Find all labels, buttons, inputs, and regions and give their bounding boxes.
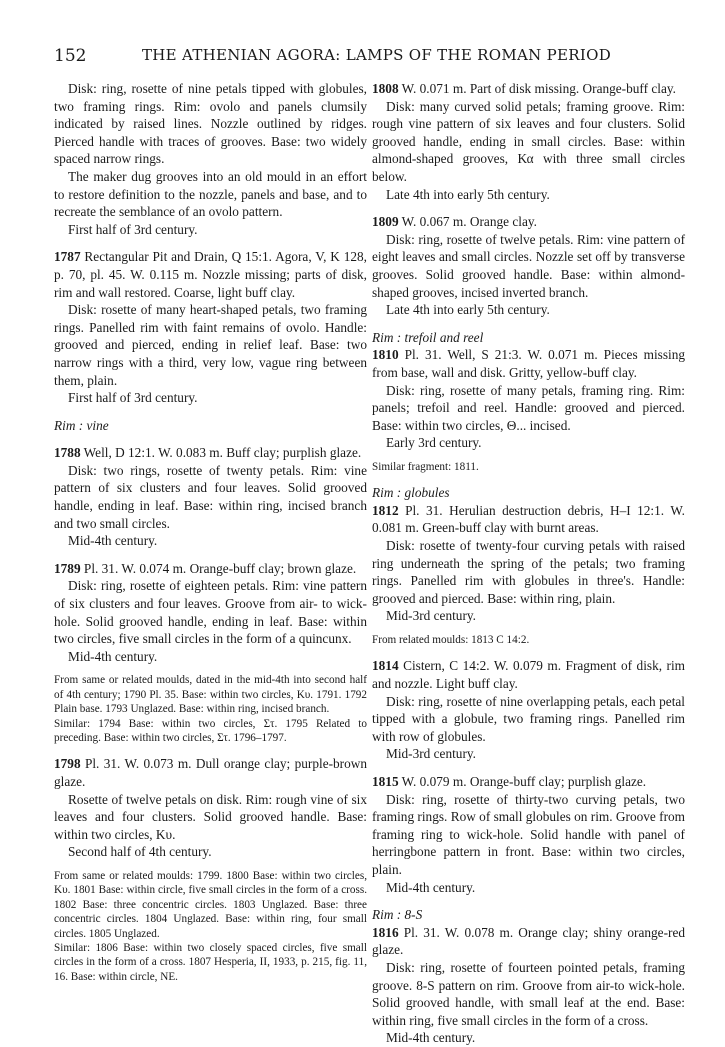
catalog-entry-text: Pl. 31. Herulian destruction debris, H–I 12:1. W. 0.081 m. Green-buff clay with burnt areas. — [372, 502, 685, 536]
catalog-number: 1814 — [372, 658, 399, 674]
description-paragraph: Disk: ring, rosette of nine petals tipped with globules, two framing rings. Rim: ovolo and panels clumsily indicated by raised lines. Nozzle outlined by ridges. Pierced handle with traces of grooves. Base: two widely spaced narrow rings. — [54, 81, 367, 167]
catalog-entry-text: Rectangular Pit and Drain, Q 15:1. Agora, V, K 128, p. 70, pl. 45. W. 0.115 m. Nozzle missing; parts of disk, rim and wall restored. Coarse, light buff clay. — [54, 249, 367, 300]
catalog-entry-text: Well, D 12:1. W. 0.083 m. Buff clay; purplish glaze. — [80, 445, 362, 461]
left-column — [54, 80, 367, 984]
section-heading: Rim : globules — [372, 485, 450, 501]
catalog-entry-text: W. 0.079 m. Orange-buff clay; purplish glaze. — [398, 774, 647, 789]
catalog-entry — [372, 80, 685, 98]
catalog-entry-text: W. 0.067 m. Orange clay. — [398, 214, 537, 230]
page-header — [54, 46, 682, 68]
catalog-number: 1787 — [54, 249, 81, 265]
footnote: From related moulds: 1813 C 14:2. — [372, 634, 530, 647]
footnote: Similar: 1806 Base: within two closely spaced circles, five small circles in the form of a cross. 1807 Hesperia, II, 1933, p. 215, fig. 11, 16. Base: within circle, NE. — [54, 942, 367, 983]
footnote: Similar fragment: 1811. — [372, 460, 479, 473]
catalog-entry — [372, 346, 685, 381]
description-paragraph: Late 4th into early 5th century. — [386, 302, 550, 318]
catalog-entry-text: Pl. 31. Well, S 21:3. W. 0.071 m. Pieces missing from base, wall and disk. Gritty, yellow-buff clay. — [372, 347, 685, 380]
description-paragraph: Disk: ring, rosette of twelve petals. Rim: vine pattern of eight leaves and small circles. Nozzle set off by transverse grooves. Solid grooved handle. Base: within almond-shaped grooves, incised inverted branch. — [372, 231, 685, 300]
description-paragraph: Disk: ring, rosette of eighteen petals. Rim: vine pattern of six clusters and four leaves. Groove from air- to wick-hole. Solid grooved handle, ending in leaf. Base: within two circles, five small circles in the form of a quincunx. — [54, 578, 367, 647]
catalog-entry-text: Pl. 31. W. 0.074 m. Orange-buff clay; brown glaze. — [80, 560, 357, 576]
description-paragraph: First half of 3rd century. — [68, 390, 198, 406]
description-paragraph: Disk: ring, rosette of thirty-two curving petals, two framing rings. Row of small globules on rim. Groove from framing ring to wick-hole. Solid handle with panel of herringbone pattern in front. Base: within two circles, plain. — [372, 791, 685, 877]
description-paragraph: Second half of 4th century. — [68, 844, 212, 860]
description-paragraph: Rosette of twelve petals on disk. Rim: rough vine of six leaves and four clusters. Solid grooved handle. Base: within two circles, Κυ. — [54, 791, 367, 842]
catalog-number: 1798 — [54, 756, 81, 772]
description-paragraph: Mid-4th century. — [68, 648, 158, 664]
footnote: From same or related moulds: 1799. 1800 Base: within two circles, Κυ. 1801 Base: within circle, five small circles in the form of a cross. 1802 Base: three concentric circles. 1803 Unglazed. Base: three concentric circles. 1804 Unglazed. Base: within ring, four small circles. 1805 Unglazed. — [54, 870, 367, 940]
section-heading: Rim : trefoil and reel — [372, 329, 484, 345]
catalog-entry — [54, 444, 367, 462]
description-paragraph: Disk: ring, rosette of fourteen pointed petals, framing groove. 8-S pattern on rim. Groove from air-to wick-hole. Solid grooved handle, with small leaf at the end. Base: within ring, five small circles in the form of a cross. — [372, 959, 685, 1028]
catalog-entry — [54, 560, 367, 578]
description-paragraph: Mid-3rd century. — [386, 746, 476, 762]
catalog-entry — [372, 213, 685, 231]
running-title: THE ATHENIAN AGORA: LAMPS OF THE ROMAN PERIOD — [142, 46, 612, 64]
catalog-entry-text: Pl. 31. W. 0.073 m. Dull orange clay; purple-brown glaze. — [54, 756, 367, 790]
catalog-number: 1808 — [372, 81, 399, 96]
catalog-number: 1810 — [372, 347, 399, 363]
catalog-entry — [54, 755, 367, 790]
description-paragraph: First half of 3rd century. — [68, 221, 198, 237]
description-paragraph: Mid-3rd century. — [386, 608, 476, 624]
catalog-number: 1788 — [54, 445, 81, 461]
footnote: Similar: 1794 Base: within two circles, Στ. 1795 Related to preceding. Base: within two circles, Στ. 1796–1797. — [54, 717, 367, 745]
catalog-number: 1815 — [372, 774, 399, 789]
catalog-entry-text: Cistern, C 14:2. W. 0.079 m. Fragment of disk, rim and nozzle. Light buff clay. — [372, 658, 685, 692]
right-column — [372, 80, 685, 1047]
catalog-entry — [372, 502, 685, 537]
description-paragraph: Mid-4th century. — [386, 879, 476, 895]
catalog-number: 1812 — [372, 502, 399, 518]
description-paragraph: Disk: many curved solid petals; framing groove. Rim: rough vine pattern of six leaves and four clusters. Solid grooved handle, ending in small circles. Base: within almond-shaped grooves, Κα with three small circles below. — [372, 98, 685, 184]
catalog-entry — [372, 773, 685, 791]
description-paragraph: The maker dug grooves into an old mould in an effort to restore definition to the nozzle, panels and base, and to recreate the semblance of an ovolo pattern. — [54, 168, 367, 220]
description-paragraph: Early 3rd century. — [386, 435, 482, 451]
catalog-number: 1789 — [54, 560, 81, 576]
catalog-entry-text: W. 0.071 m. Part of disk missing. Orange-buff clay. — [398, 81, 676, 96]
section-heading: Rim : vine — [54, 417, 109, 433]
section-heading: Rim : 8-S — [372, 907, 423, 923]
catalog-number: 1816 — [372, 924, 399, 940]
description-paragraph: Mid-4th century. — [386, 1030, 476, 1046]
description-paragraph: Disk: rosette of many heart-shaped petals, two framing rings. Panelled rim with faint remains of ovolo. Handle: grooved and pierced, ending in relief leaf. Base: two narrow rings with a third, very low, vague ring between them, plain. — [54, 302, 367, 388]
footnote: From same or related moulds, dated in the mid-4th into second half of 4th century; 1790 Pl. 35. Base: within two circles, Κυ. 1791. 1792 Plain base. 1793 Unglazed. Base: within ring, incised branch. — [54, 674, 367, 716]
catalog-entry — [54, 248, 367, 301]
description-paragraph: Disk: ring, rosette of many petals, framing ring. Rim: panels; trefoil and reel. Handle: grooved and pierced. Base: within two circles, Θ... incised. — [372, 382, 685, 433]
description-paragraph: Late 4th into early 5th century. — [386, 186, 550, 202]
description-paragraph: Disk: rosette of twenty-four curving petals with raised ring underneath the spring of the petals; two framing rings. Panelled rim with globules in three's. Handle: grooved and pierced. Base: within ring, plain. — [372, 538, 685, 606]
description-paragraph: Disk: two rings, rosette of twenty petals. Rim: vine pattern of six clusters and four leaves. Solid grooved handle, ending in leaf. Base: within ring, incised branch and two small circles. — [54, 462, 367, 531]
page-number: 152 — [54, 46, 87, 66]
catalog-number: 1809 — [372, 214, 399, 230]
description-paragraph: Mid-4th century. — [68, 533, 158, 549]
catalog-entry — [372, 657, 685, 692]
catalog-entry — [372, 924, 685, 959]
catalog-entry-text: Pl. 31. W. 0.078 m. Orange clay; shiny orange-red glaze. — [372, 924, 685, 958]
description-paragraph: Disk: ring, rosette of nine overlapping petals, each petal tipped with a globule, two framing rings. Panelled rim with row of globules. — [372, 693, 685, 744]
